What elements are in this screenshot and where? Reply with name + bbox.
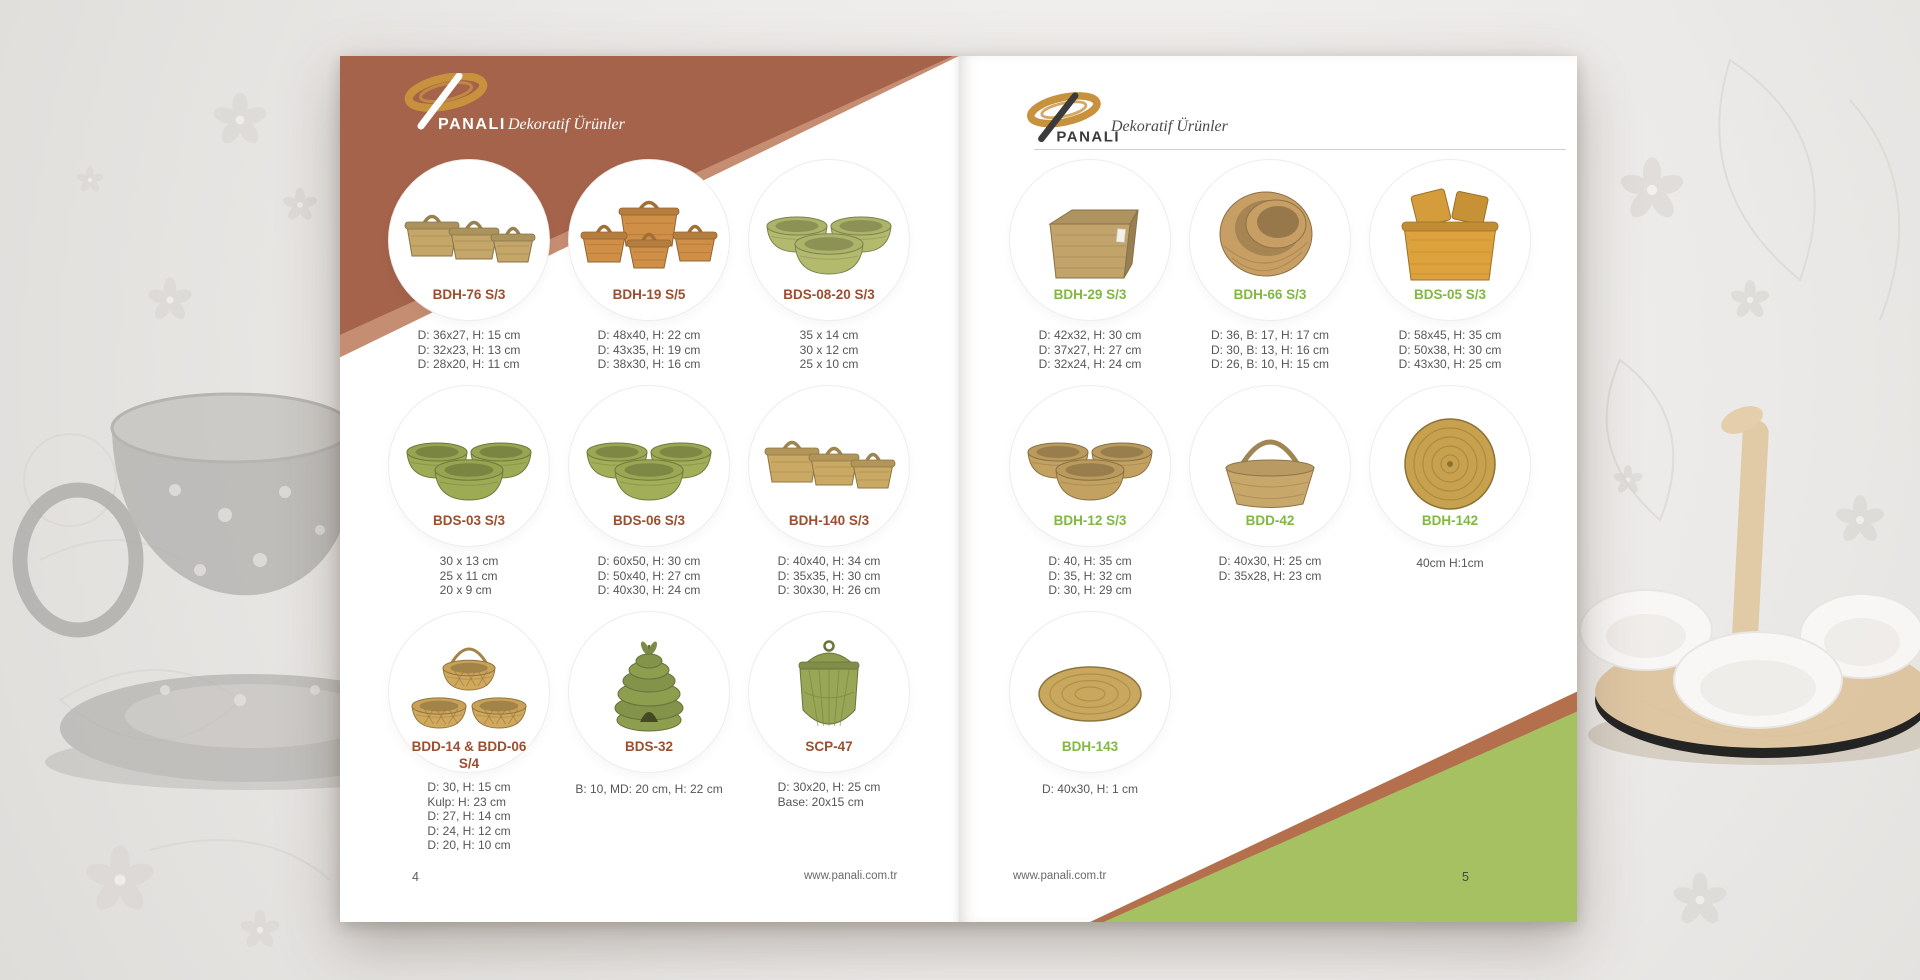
basket-product-image — [399, 182, 539, 294]
brand-name: PANALI — [438, 116, 506, 133]
dimension-line: D: 26, B: 10, H: 15 cm — [1210, 357, 1330, 372]
basket-product-image — [1200, 182, 1340, 294]
product-code: SCP-47 — [805, 739, 853, 754]
product-code: BDH-66 S/3 — [1233, 287, 1307, 302]
product-dimensions — [1360, 328, 1540, 373]
dimension-line: D: 40x30, H: 1 cm — [1041, 782, 1139, 796]
website-url: www.panali.com.tr — [1013, 870, 1107, 882]
product-dimensions — [1360, 554, 1540, 572]
dimension-line: D: 35, H: 32 cm — [1048, 568, 1132, 583]
product-dimensions — [739, 554, 919, 599]
basket-product-image — [759, 182, 899, 294]
basket-product-image — [759, 634, 899, 746]
dimension-line: D: 28x20, H: 11 cm — [417, 357, 520, 372]
product-card-bds-03-s-3 — [379, 386, 559, 612]
dimension-line: D: 42x32, H: 30 cm — [1038, 328, 1142, 342]
product-dimensions — [1000, 554, 1180, 599]
dimension-line: D: 60x50, H: 30 cm — [597, 554, 701, 568]
product-code: BDS-06 S/3 — [612, 513, 686, 528]
basket-product-image — [1380, 408, 1520, 520]
dimension-line: D: 35x35, H: 30 cm — [777, 568, 881, 583]
product-card-bds-06-s-3 — [559, 386, 739, 612]
basket-product-image — [399, 634, 539, 746]
product-code: BDH-19 S/5 — [612, 287, 686, 302]
product-dimensions — [739, 328, 919, 373]
product-card-bdd-14-bdd-06-s-4 — [379, 612, 559, 853]
dimension-line: D: 40x40, H: 34 cm — [777, 554, 881, 568]
product-code: BDD-42 — [1245, 513, 1295, 528]
product-code: BDS-05 S/3 — [1413, 287, 1487, 302]
page-tagline: Dekoratif Ürünler — [1111, 118, 1228, 135]
basket-product-image — [1380, 182, 1520, 294]
product-card-bdh-29-s-3 — [1000, 160, 1180, 386]
product-code: BDH-12 S/3 — [1053, 513, 1127, 528]
dimension-line: D: 40, H: 35 cm — [1048, 554, 1132, 568]
dimension-line: 20 x 9 cm — [439, 583, 492, 598]
product-dimensions — [739, 780, 919, 811]
product-code: BDH-143 — [1061, 739, 1119, 754]
product-grid-right — [1000, 160, 1540, 838]
product-card-bdh-140-s-3 — [739, 386, 919, 612]
basket-product-image — [579, 634, 719, 746]
dimension-line: D: 24, H: 12 cm — [427, 823, 511, 838]
background-tray-photo — [1580, 401, 1920, 765]
dimension-line: D: 40x30, H: 24 cm — [597, 583, 701, 598]
product-code: BDH-140 S/3 — [788, 513, 870, 528]
catalog-page-right — [959, 56, 1577, 922]
dimension-line: D: 32x24, H: 24 cm — [1038, 357, 1142, 372]
dimension-line: Base: 20x15 cm — [777, 794, 864, 809]
product-code: BDD-14 & BDD-06 S/4 — [411, 739, 527, 771]
dimension-line: D: 37x27, H: 27 cm — [1038, 342, 1142, 357]
product-dimensions — [559, 328, 739, 373]
catalog-spread — [340, 56, 1577, 922]
basket-product-image — [579, 182, 719, 294]
product-dimensions — [559, 780, 739, 798]
product-card-bdd-42 — [1180, 386, 1360, 612]
product-card-bdh-142 — [1360, 386, 1540, 612]
dimension-line: D: 35x28, H: 23 cm — [1218, 568, 1322, 583]
dimension-line: D: 36, B: 17, H: 17 cm — [1210, 328, 1330, 342]
product-code: BDH-76 S/3 — [432, 287, 506, 302]
page-footer-left — [340, 870, 959, 894]
product-grid-left — [379, 160, 919, 853]
product-card-bds-05-s-3 — [1360, 160, 1540, 386]
product-code: BDS-32 — [624, 739, 674, 754]
page-tagline: Dekoratif Ürünler — [508, 116, 625, 133]
basket-product-image — [1020, 408, 1160, 520]
product-card-bdh-143 — [1000, 612, 1180, 838]
product-dimensions — [379, 554, 559, 599]
product-code: BDH-29 S/3 — [1053, 287, 1127, 302]
dimension-line: D: 40x30, H: 25 cm — [1218, 554, 1322, 568]
product-dimensions — [1000, 328, 1180, 373]
brand-name: PANALI — [1056, 128, 1121, 146]
dimension-line: 30 x 12 cm — [799, 342, 859, 357]
dimension-line: 30 x 13 cm — [439, 554, 499, 568]
dimension-line: 35 x 14 cm — [799, 328, 859, 342]
page-footer-right — [959, 870, 1577, 894]
product-dimensions — [1180, 554, 1360, 585]
dimension-line: D: 27, H: 14 cm — [427, 809, 511, 824]
basket-product-image — [759, 408, 899, 520]
product-dimensions — [379, 328, 559, 373]
dimension-line: D: 30, H: 15 cm — [427, 780, 511, 794]
dimension-line: D: 30, B: 13, H: 16 cm — [1210, 342, 1330, 357]
dimension-line: D: 50x40, H: 27 cm — [597, 568, 701, 583]
product-dimensions — [1180, 328, 1360, 373]
dimension-line: D: 36x27, H: 15 cm — [417, 328, 521, 342]
dimension-line: D: 43x35, H: 19 cm — [597, 342, 701, 357]
dimension-line: B: 10, MD: 20 cm, H: 22 cm — [575, 782, 723, 796]
product-card-bds-08-20-s-3 — [739, 160, 919, 386]
product-card-bdh-66-s-3 — [1180, 160, 1360, 386]
page-number: 4 — [412, 870, 419, 884]
product-dimensions — [379, 780, 559, 854]
dimension-line: D: 38x30, H: 16 cm — [597, 357, 701, 372]
product-card-bds-32 — [559, 612, 739, 838]
dimension-line: D: 20, H: 10 cm — [427, 838, 511, 853]
dimension-line: 25 x 11 cm — [439, 568, 498, 583]
dimension-line: 25 x 10 cm — [799, 357, 859, 372]
product-code: BDS-08-20 S/3 — [783, 287, 875, 302]
dimension-line: D: 48x40, H: 22 cm — [597, 328, 701, 342]
dimension-line: D: 32x23, H: 13 cm — [417, 342, 521, 357]
product-dimensions — [1000, 780, 1180, 798]
website-url: www.panali.com.tr — [804, 870, 898, 882]
dimension-line: D: 30, H: 29 cm — [1048, 583, 1132, 598]
basket-product-image — [1020, 182, 1160, 294]
basket-product-image — [579, 408, 719, 520]
product-code: BDS-03 S/3 — [432, 513, 506, 528]
dimension-line: D: 30x30, H: 26 cm — [777, 583, 881, 598]
dimension-line: D: 30x20, H: 25 cm — [777, 780, 881, 794]
product-card-bdh-12-s-3 — [1000, 386, 1180, 612]
basket-product-image — [1200, 408, 1340, 520]
product-card-scp-47 — [739, 612, 919, 838]
product-dimensions — [559, 554, 739, 599]
dimension-line: D: 58x45, H: 35 cm — [1398, 328, 1502, 342]
product-code: BDH-142 — [1421, 513, 1479, 528]
catalog-page-left — [340, 56, 959, 922]
page-number: 5 — [1462, 870, 1469, 884]
dimension-line: D: 50x38, H: 30 cm — [1398, 342, 1502, 357]
product-card-bdh-19-s-5 — [559, 160, 739, 386]
basket-product-image — [1020, 634, 1160, 746]
basket-product-image — [399, 408, 539, 520]
dimension-line: Kulp: H: 23 cm — [427, 794, 507, 809]
product-card-bdh-76-s-3 — [379, 160, 559, 386]
dimension-line: D: 43x30, H: 25 cm — [1398, 357, 1502, 372]
dimension-line: 40cm H:1cm — [1416, 556, 1484, 570]
